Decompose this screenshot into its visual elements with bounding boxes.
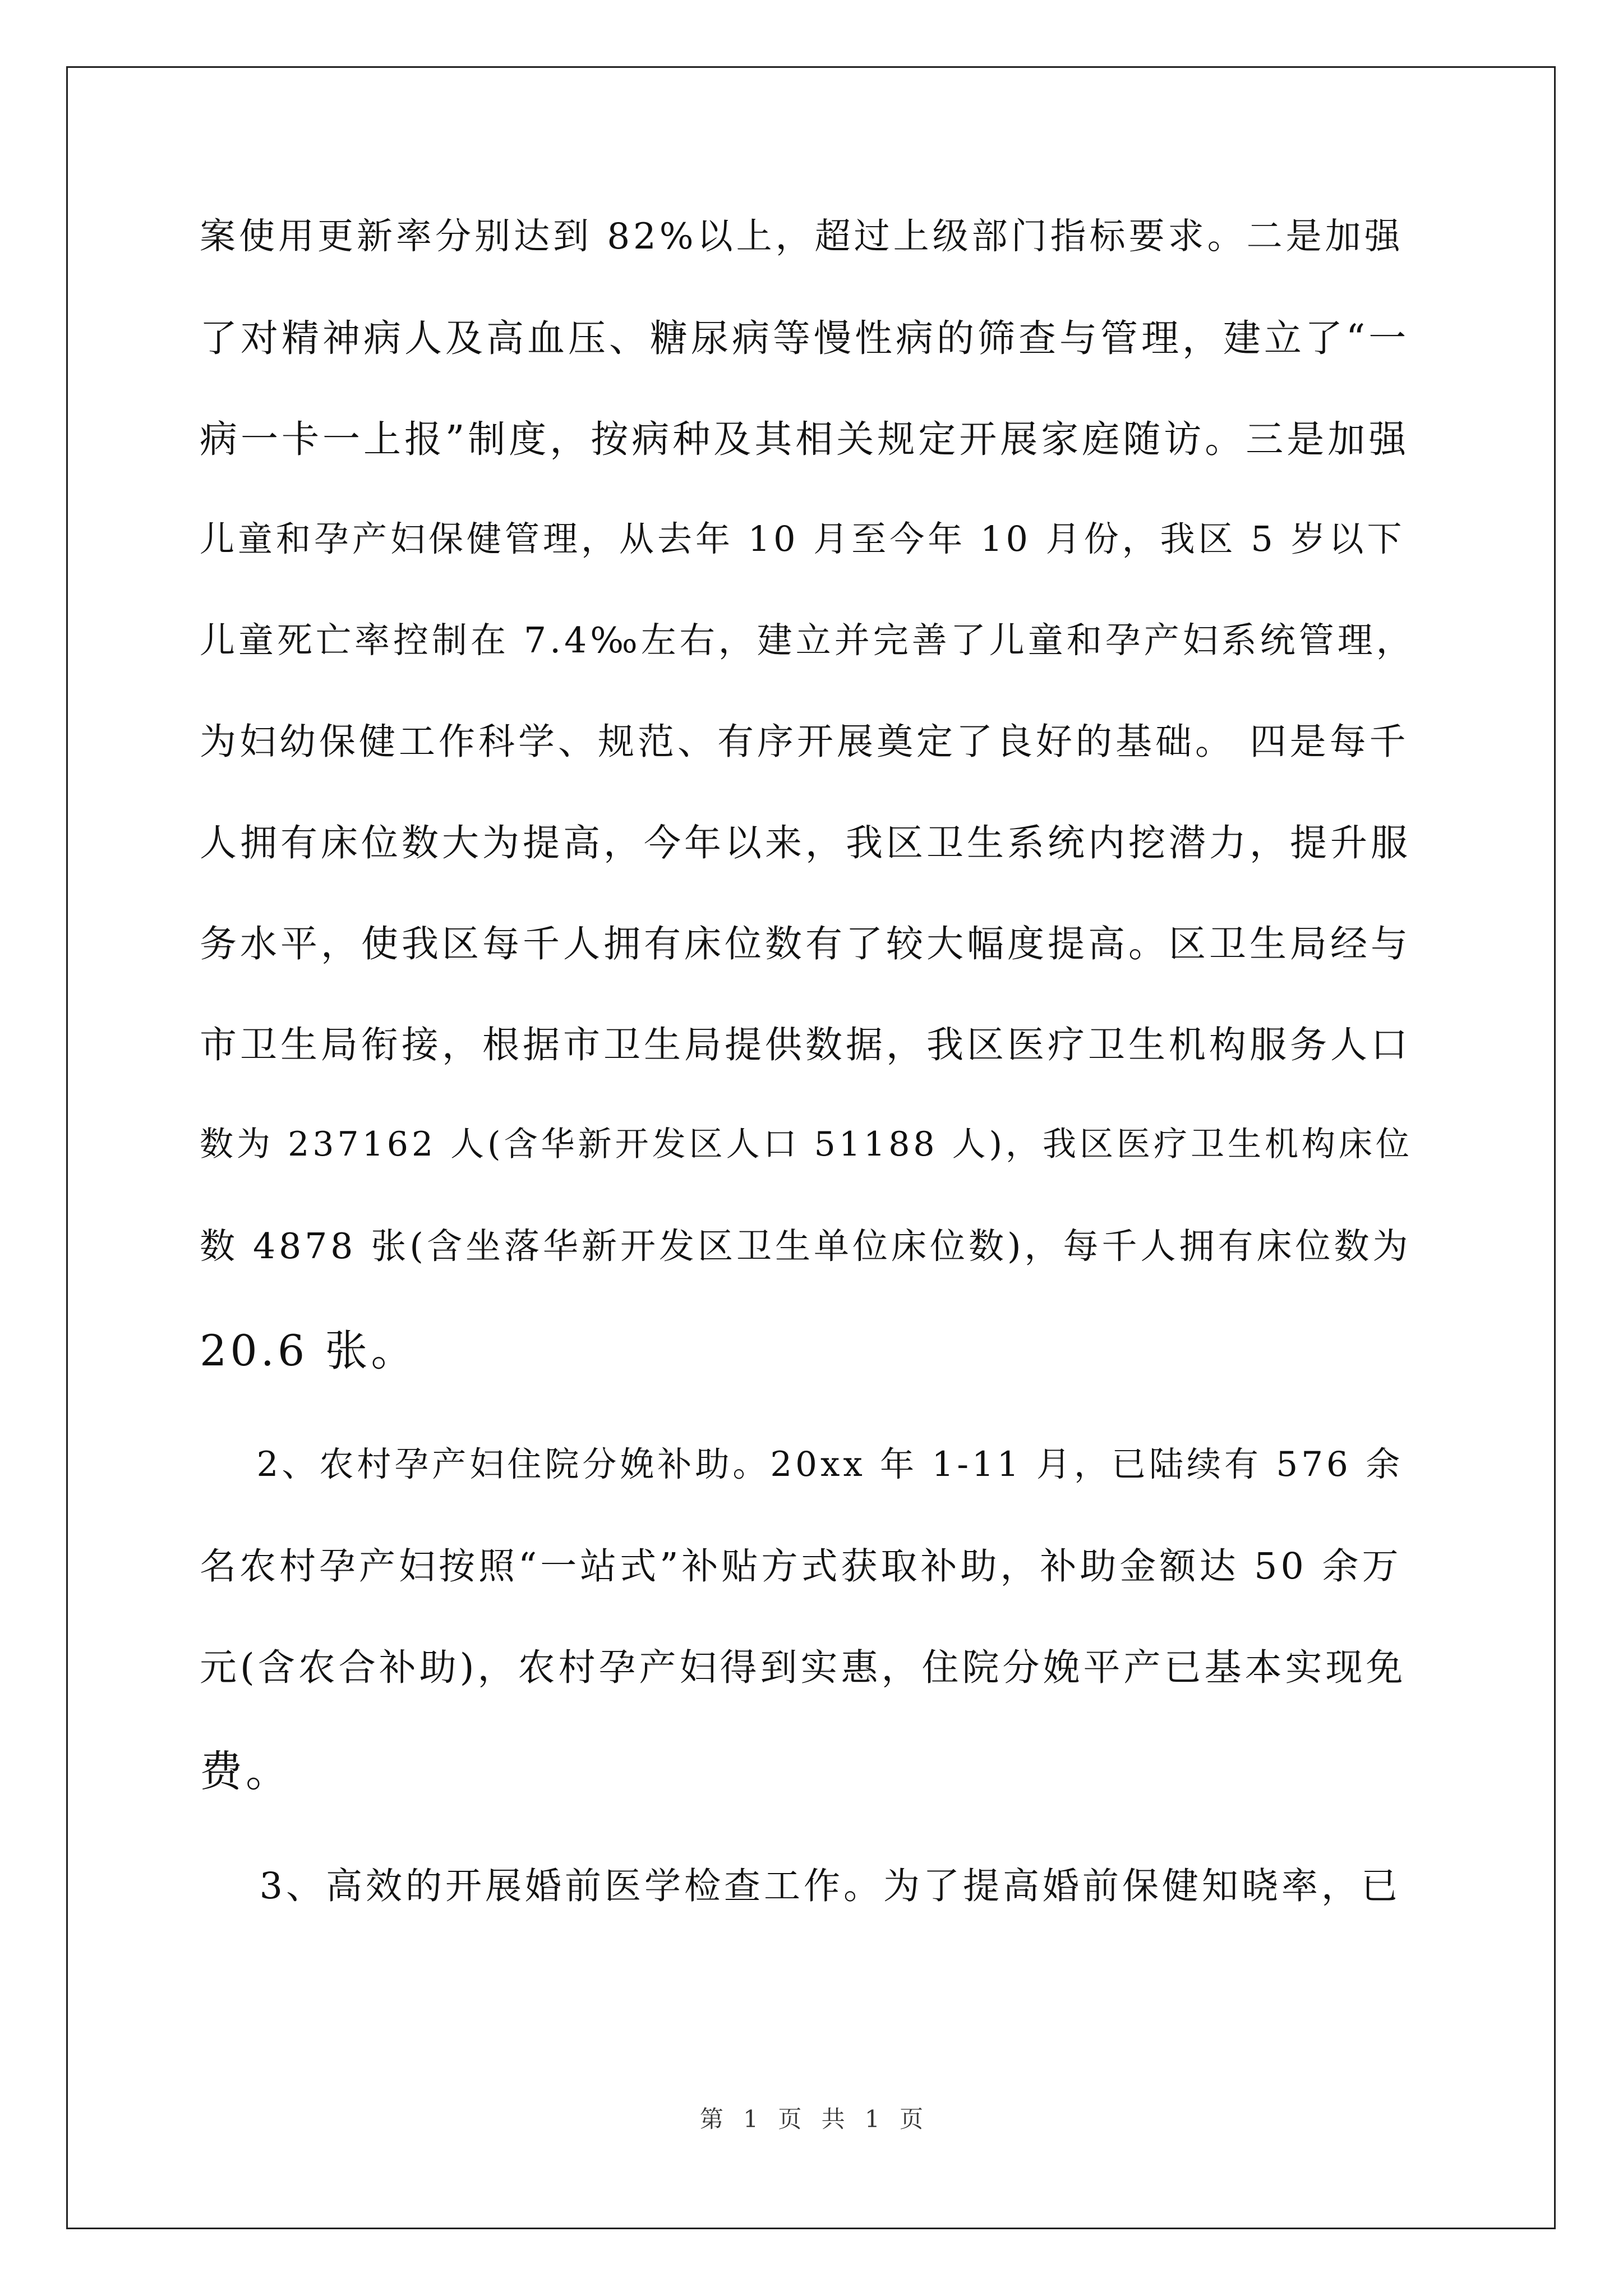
page-number-footer: 第 1 页 共 1 页 (699, 2105, 924, 2133)
text-line: 务水平，使我区每千人拥有床位数有了较大幅度提高。区卫生局经与 (200, 922, 1411, 965)
text-line: 元(含农合补助)，农村孕产妇得到实惠，住院分娩平产已基本实现免 (200, 1646, 1407, 1689)
text-line: 费。 (200, 1746, 292, 1796)
text-line: 为妇幼保健工作科学、规范、有序开展奠定了良好的基础。 四是每千 (200, 721, 1409, 763)
text-line: 了对精神病人及高血压、糖尿病等慢性病的筛查与管理，建立了“一 (200, 316, 1410, 360)
text-line: 数为 237162 人(含华新开发区人口 51188 人)，我区医疗卫生机构床位 (200, 1125, 1413, 1164)
text-line: 病一卡一上报”制度，按病种及其相关规定开展家庭随访。三是加强 (200, 417, 1410, 461)
text-line: 人拥有床位数大为提高，今年以来，我区卫生系统内挖潜力，提升服 (200, 821, 1411, 864)
text-line: 20.6 张。 (200, 1326, 417, 1375)
paragraph-heading-line: 2、农村孕产妇住院分娩补助。20xx 年 1-11 月，已陆续有 576 余 (200, 1444, 1404, 1484)
paragraph-heading-line: 3、高效的开展婚前医学检查工作。为了提高婚前保健知晓率，已 (200, 1865, 1401, 1907)
text-line: 儿童和孕产妇保健管理，从去年 10 月至今年 10 月份，我区 5 岁以下 (200, 518, 1405, 559)
text-line: 名农村孕产妇按照“一站式”补贴方式获取补助，补助金额达 50 余万 (200, 1545, 1402, 1588)
text-line: 数 4878 张(含坐落华新开发区卫生单位床位数)，每千人拥有床位数为 (200, 1226, 1412, 1267)
text-line: 案使用更新率分别达到 82%以上，超过上级部门指标要求。二是加强 (200, 216, 1404, 257)
text-line: 市卫生局衔接，根据市卫生局提供数据，我区医疗卫生机构服务人口 (200, 1023, 1411, 1066)
text-line: 儿童死亡率控制在 7.4‰左右，建立并完善了儿童和孕产妇系统管理， (200, 620, 1415, 661)
